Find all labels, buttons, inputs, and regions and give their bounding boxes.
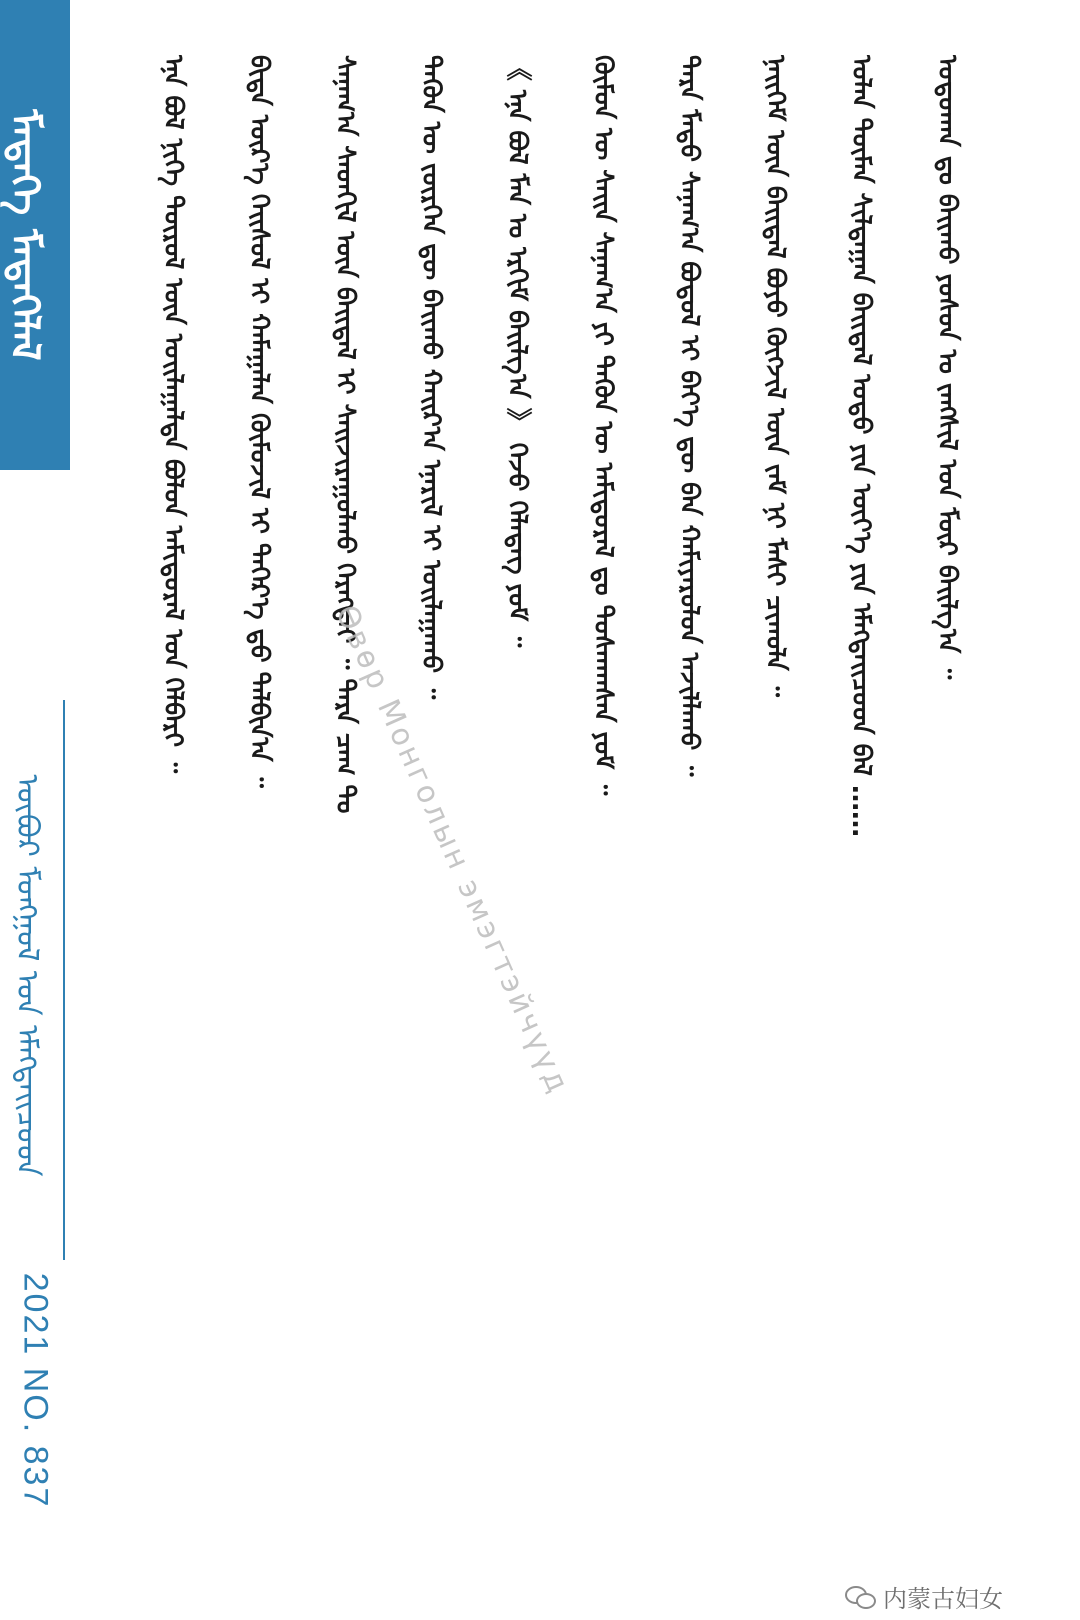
text-column: ᠲᠡᠭᠦᠨ ᠦ ᠵᠦᠷᠬᠡᠨ ᠳᠦ ᠪᠠᠢᠬᠤ ᠬᠠᠢᠷ᠎ᠠ ᠡᠨᠡᠷᠢᠯ ᠢ ᠣᠢᠯᠠᠭᠠᠬᠤ ᠃ [416,55,446,700]
wechat-icon [845,1584,875,1608]
text-column: 《 ᠡᠨᠡ ᠪᠣᠯ ᠮᠠᠨ ᠤ ᠡᠷᠬᠢᠮ ᠪᠠᠢᠯᠭ᠎ᠠ 》 ᠭᠡᠵᠦ ᠬᠡᠯᠡᠳᠡᠭ ᠶᠤᠮ ᠃ [502,55,532,648]
text-column: ᠨᠡᠢᠭᠡᠮ ᠦᠨ ᠪᠠᠢᠳᠠᠯ ᠪᠤᠶᠤ ᠬᠥᠭᠵᠢᠯ ᠦᠨ ᠵᠠᠮ ᠨᠢ ᠮᠠᠰᠢ ᠴᠢᠬᠤᠯᠠ ᠃ [760,55,790,697]
text-column: ᠰᠠᠨᠠᠭ᠎ᠠ ᠰᠡᠳᠬᠢᠯ ᠦᠨ ᠪᠠᠢᠳᠠᠯ ᠢ ᠰᠠᠢᠵᠢᠷᠠᠭᠤᠯᠬᠤ ᠬᠡᠷᠡᠭᠲᠡᠢ ᠃ ᠲᠡᠷᠡ ᠴᠠᠭ ᠲᠤ [330,55,360,814]
text-column: ᠡᠨᠡ ᠪᠣᠯ ᠨᠢᠭᠡ ᠲᠥᠷᠥᠯ ᠦᠨ ᠣᠢᠯᠠᠭᠠᠯᠲᠠ ᠪᠣᠯᠤᠨ ᠠᠮᠢᠳᠤᠷᠠᠯ ᠤᠨ ᠬᠡᠯᠪᠡᠷᠢ ᠃ [158,55,188,774]
issue-number-text: 2021 NO. 837 [16,1272,55,1508]
text-column: ᠲᠡᠷᠡ ᠮᠡᠲᠦ ᠰᠠᠨᠠᠭ᠎ᠠ ᠪᠣᠳᠤᠯ ᠢ ᠪᠡᠶ᠎ᠡ ᠳᠦ ᠪᠡᠨ ᠬᠠᠮᠢᠶᠠᠷᠤᠯᠤᠨ ᠠᠵᠢᠯᠯᠠᠬᠤ ᠃ [674,55,704,777]
section-title-text: ᠮᠡᠳᠡᠭᠡ ᠮᠡᠳᠡᠭᠡᠯᠡᠯ [2,109,48,361]
text-column: ᠪᠢᠳᠡ ᠦᠷ᠎ᠡ ᠬᠡᠢᠰᠦᠯ ᠢ ᠬᠠᠮᠠᠭᠠᠯᠠᠨ ᠬᠥᠮᠦᠵᠢᠯ ᠢ ᠳᠡᠭᠡᠷ᠎ᠡ ᠳ᠋ᠦ ᠲᠠᠯᠪᠢᠨ᠎ᠠ ᠃ [244,55,274,788]
text-column: ᠬᠦᠮᠦᠨ ᠦ ᠰᠠᠢᠨ ᠰᠠᠨᠠᠭ᠎ᠠ ᠶᠢ ᠲᠡᠭᠦᠨ ᠦ ᠠᠮᠢᠳᠤᠷᠠᠯ ᠳᠤ ᠲᠣᠰᠬᠠᠭᠰᠠᠨ ᠶᠤᠮ ᠃ [588,55,618,796]
article-body [150,55,970,1530]
issue-number [0,1255,70,1525]
section-title [0,0,70,470]
text-column: ᠣᠳᠣᠬᠠᠨ ᠳᠤ ᠪᠠᠢᠬᠤ ᠶᠣᠰᠣᠨ ᠤ ᠵᠠᠩᠰᠢᠯ ᠤᠨ ᠮᠥᠷ ᠪᠠᠢᠯᠭ᠎ᠠ ᠃ [932,55,962,680]
watermark: Өвөр Монголын эмэгтэйчүүд [328,600,577,1101]
wechat-signature [845,1578,1003,1614]
text-column: ᠣᠯᠠᠨ ᠲᠥᠮᠡᠨ ᠰᠢᠯᠲᠠᠭᠠᠨ ᠪᠠᠢᠳᠠᠯ ᠣᠳᠣ ᠶᠢᠨ ᠦᠶ᠎ᠡ ᠶᠢᠨ ᠡᠮᠡᠭᠲᠡᠢᠴᠦᠳ ᠪᠠᠯ …… [846,55,876,838]
magazine-name [0,760,70,1190]
magazine-name-text: ᠥᠪᠥᠷ ᠮᠣᠩᠭᠣᠯ ᠤᠨ ᠡᠮᠡᠭᠲᠡᠢᠴᠦᠳ [9,773,45,1177]
wechat-account-label: 内蒙古妇女 [883,1584,1003,1613]
